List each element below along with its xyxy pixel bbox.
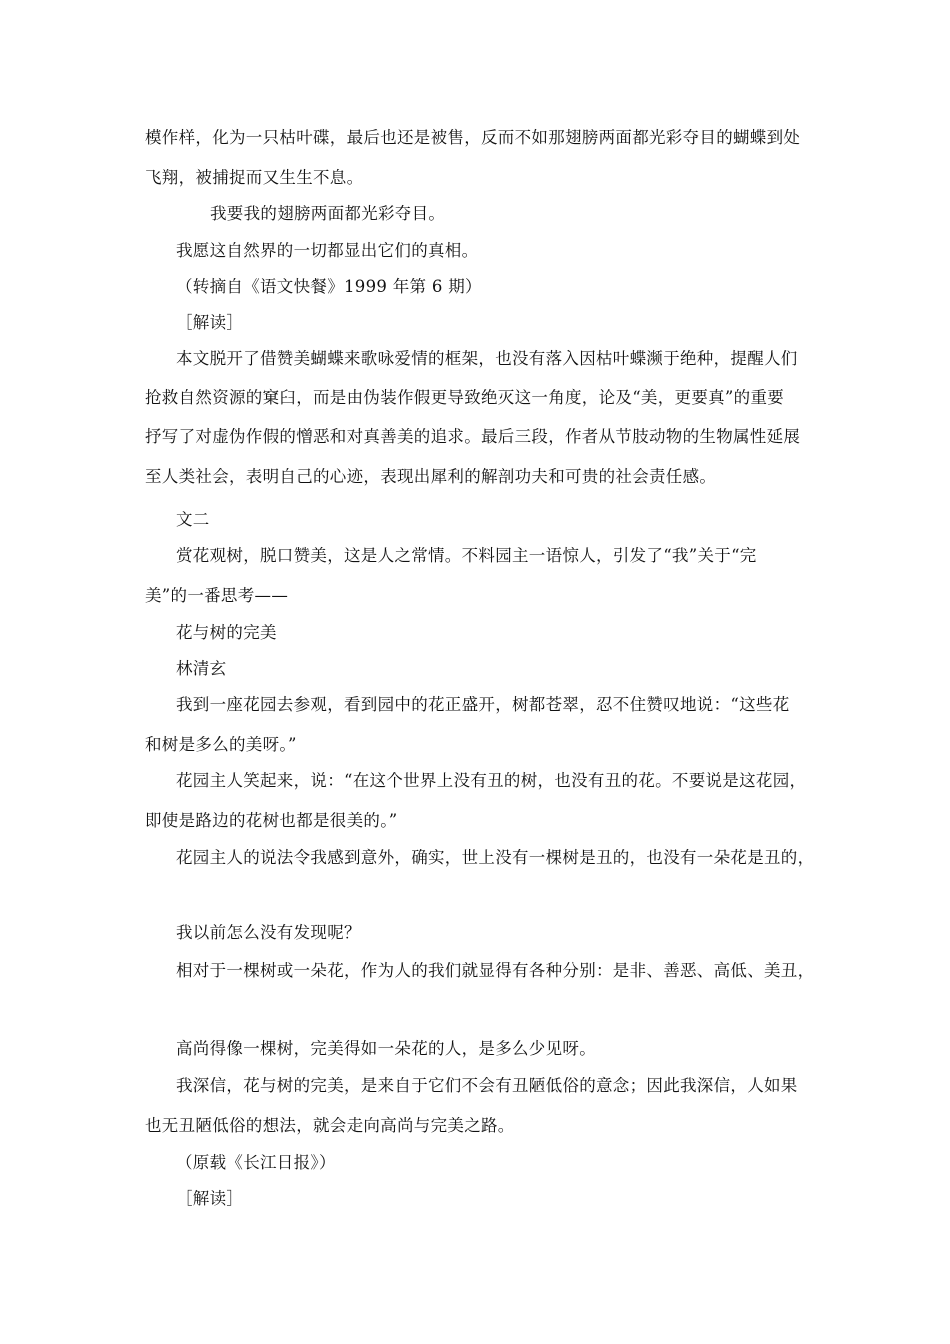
text-line: 本文脱开了借赞美蝴蝶来歌咏爱情的框架，也没有落入因枯叶蝶濒于绝种，提醒人们 [176, 349, 798, 368]
text-line: 赏花观树，脱口赞美，这是人之常情。不料园主一语惊人，引发了“我”关于“完 [176, 546, 757, 565]
text-line: 我以前怎么没有发现呢？ [176, 923, 361, 942]
text-line: 花园主人的说法令我感到意外，确实，世上没有一棵树是丑的，也没有一朵花是丑的， [176, 848, 815, 867]
section-label-commentary: ［解读］ [176, 313, 244, 332]
source-citation: （转摘自《语文快餐》1999 年第 6 期） [176, 277, 482, 296]
text-line: 我到一座花园去参观，看到园中的花正盛开，树都苍翠，忍不住赞叹地说：“这些花 [176, 695, 790, 714]
text-line: 飞翔，被捕捉而又生生不息。 [145, 168, 364, 187]
text-line: 即使是路边的花树也都是很美的。” [145, 811, 398, 830]
text-line: 和树是多么的美呀。” [145, 735, 297, 754]
text-line: 高尚得像一棵树，完美得如一朵花的人，是多么少见呀。 [176, 1039, 596, 1058]
text-line: 至人类社会，表明自己的心迹，表现出犀利的解剖功夫和可贵的社会责任感。 [145, 467, 717, 486]
text-line: 美”的一番思考—— [145, 586, 289, 605]
section-label-commentary: ［解读］ [176, 1189, 244, 1208]
article-title: 花与树的完美 [176, 623, 277, 642]
text-line: 抒写了对虚伪作假的憎恶和对真善美的追求。最后三段，作者从节肢动物的生物属性延展 [145, 427, 801, 446]
text-line: 我要我的翅膀两面都光彩夺目。 [210, 204, 446, 223]
article-author: 林清玄 [176, 659, 227, 678]
text-line: 相对于一棵树或一朵花，作为人的我们就显得有各种分别：是非、善恶、高低、美丑， [176, 961, 815, 980]
text-line: 也无丑陋低俗的想法，就会走向高尚与完美之路。 [145, 1116, 515, 1135]
text-line: 抢救自然资源的窠臼，而是由伪装作假更导致绝灭这一角度，论及“美，更要真”的重要 [145, 388, 785, 407]
section-heading: 文二 [176, 510, 210, 529]
text-line: 花园主人笑起来，说：“在这个世界上没有丑的树，也没有丑的花。不要说是这花园， [176, 771, 807, 790]
text-line: 我愿这自然界的一切都显出它们的真相。 [176, 241, 479, 260]
text-line: 我深信，花与树的完美，是来自于它们不会有丑陋低俗的意念；因此我深信，人如果 [176, 1076, 798, 1095]
text-line: 模作样，化为一只枯叶碟，最后也还是被售，反而不如那翅膀两面都光彩夺目的蝴蝶到处 [145, 128, 801, 147]
source-citation: （原载《长江日报》） [176, 1153, 336, 1172]
